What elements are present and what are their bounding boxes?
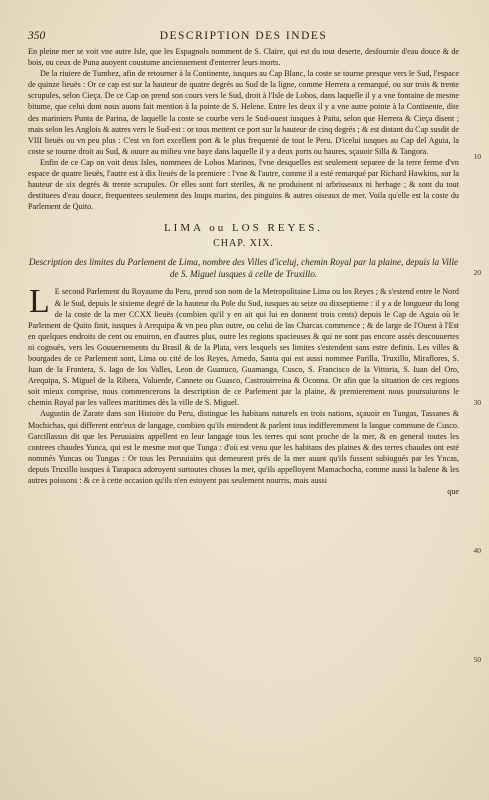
margin-line-number: 10 — [473, 152, 481, 161]
catchword: que — [447, 487, 459, 497]
chapter-heading: CHAP. XIX. — [213, 238, 274, 250]
running-header — [28, 30, 459, 46]
paragraph-tumbez: De la riuiere de Tumbez, afin de retourner à la Continente, iusques au Cap Blanc, la coste se tourne presque vers le Sud, l'espace de quinze lieuës : Or ce cap est sur la hauteur de quatre degrés au Sud de la ligne, comme Herrera a remarqué, ou sur trois & trente scrupules, selon Cieça. De ce Cap on prend son cours vers le Sud, droit à l'Isle de Lobos, dans laquelle il y a vne fontaine de mesme bitume, que celui dont nous auons fait mention à la pointe de S. Helene. Entre les deux il y a vne autre pointe à la Continente, dite des mariniers Punta de Parina, de laquelle la coste se courbe vers le Sud-ouest iusques à Paita, selon que Herrera & Cieça disent ; mais selon les Anglois & autres vers le Sud-est : or tous mettent ce port sur la hauteur de cinq degrés ; & est distant du Cap susdit de VIII lieuës ou vn peu plus : C'est vn fort excellent port & le plus frequenté de tout le Peru. D'icelui iusques au Cap del Aguia, la coste se tourne droit au Sud, & ouure au milieu vne baye dans laquelle il y a deux ports ou haures, sçauoir Silla & Tangora. — [28, 69, 459, 156]
margin-line-number: 50 — [473, 655, 481, 664]
margin-line-number: 20 — [473, 268, 481, 277]
chapter-title: Description des limites du Parlement de Lima, nombre des Villes d'iceluj, chemin Royal par la plaine, depuis la Ville de S. Miguel iusques à celle de Truxillo. — [28, 257, 459, 280]
paragraph-lobos-marinos: Enfin de ce Cap on voit deux Isles, nommees de Lobos Marinos, l'vne desquelles est seulement separee de la terre ferme d'vn espace de quatre lieuës, l'autre est à dix lieuës de la premiere : l'vne & l'autre, comme il a esté remarqué par Richard Hawkins, sur la hauteur de six degrés & trente scrupules. Or elles sont fort steriles, & ne produisent ni arbrisseaux ni herbage ; & sont du tout destituees d'eau douce, frequentees seulement des loups marins, des pinguins & autres oiseaux de mer. Voila qu'elle est la coste du Parlement de Quito. — [28, 157, 459, 212]
margin-line-number: 30 — [473, 398, 481, 407]
drop-cap: L — [29, 283, 50, 321]
paragraph-zarate: Augustin de Zarate dans son Histoire du Peru, distingue les habitans naturels en trois nations, sçauoir en Tungas, Tassanes & Mochichas, qui different entr'eux de langage, combien qu'ils entendent & parlent tous indifferemment la langue commune de Cusco. Garcillassus dit que les Peruuiains appellent en leur langage tous les terres qui sont proche de la mer, & en general toutes les contrees chaudes Yunca, qui est le mesme mot que Tunga : d'où est venu que les habitans des plaines & des terres chaudes ont esté nommés Yuncas ou Tungas : Or tous les Peruuiains qui demeurent prés de la mer auant qu'ils fussent subiugués par les Yncas, depuis Truxillo iusques à Tarapaca adoroyent surtoutes choses la mer, qu'ils appelloyent Mamachocha, comme aussi la balene & les autres poissons : & ce à cette occasion qu'ils n'en estoyent pas seulement nourris, mais aussi — [28, 409, 459, 485]
paragraph-second-parlement-text: E second Parlement du Royaume du Peru, prend son nom de la Metropolitaine Lima ou los Reyes ; & s'estend entre le Nord & le Sud, depuis le sixieme degré de la hauteur du Pole du Sud, iusques au seize ou dixseptieme : il y a de longueur du long de la coste de la mer CCXX lieuës (combien qu'il y en ait qui lui en donnent trois cents) depuis le Cap de Aguia où le Parlement de Quito finit, iusques à Arequipa & vn peu plus outre, ou celui de las Charcas commence ; & de large de l'Ouest à l'Est en quelques endroits de cent ou enuiron, en d'autres plus, outre les regions spacieuses & qui ne sont pas encore assés descouuertes ni cognuës, vers les Gouuernements du Brasil & de la Plata, vers lesquels ses limites s'estendent sans estre definis. Les villes & bourgades de ce Parlement sont, Lima ou cité de los Reyes, Arnedo, Santa qui est aussi nommee Parilla, Truxillo, Miraflores, S. Iuan de la Frontera, S. Iago de los Valles, Leon de Guanuco, Guamanga, Cusco, S. Francisco de la Vittoria, S. Iuan del Oro, Arequipa, S. Miguel de la Ribera, Valuerde, Cannete ou Guasco, Castrouirreina & Oconna. Or afin que la situation de ces regions soit mieux comprise, nous commencerons la description de ce Parlement par la plaine, & premierement nous poursuiurons le chemin Royal par les vallees maritimes dès la ville de S. Miguel. — [28, 287, 459, 408]
page-number: 350 — [28, 30, 46, 42]
section-heading: LIMA ou LOS REYES. — [163, 222, 324, 235]
paragraph-st-claire: En pleine mer se voit vne autre Isle, que les Espagnols nomment de S. Claire, qui est du tout deserte, desfournie d'eau douce & de bois, ou ceux de Puna auoyent coustume anciennement d'enterrer leurs morts. — [28, 47, 459, 68]
margin-line-number: 40 — [473, 546, 481, 555]
running-title: DESCRIPTION DES INDES — [159, 30, 328, 42]
paragraph-second-parlement — [28, 283, 459, 408]
